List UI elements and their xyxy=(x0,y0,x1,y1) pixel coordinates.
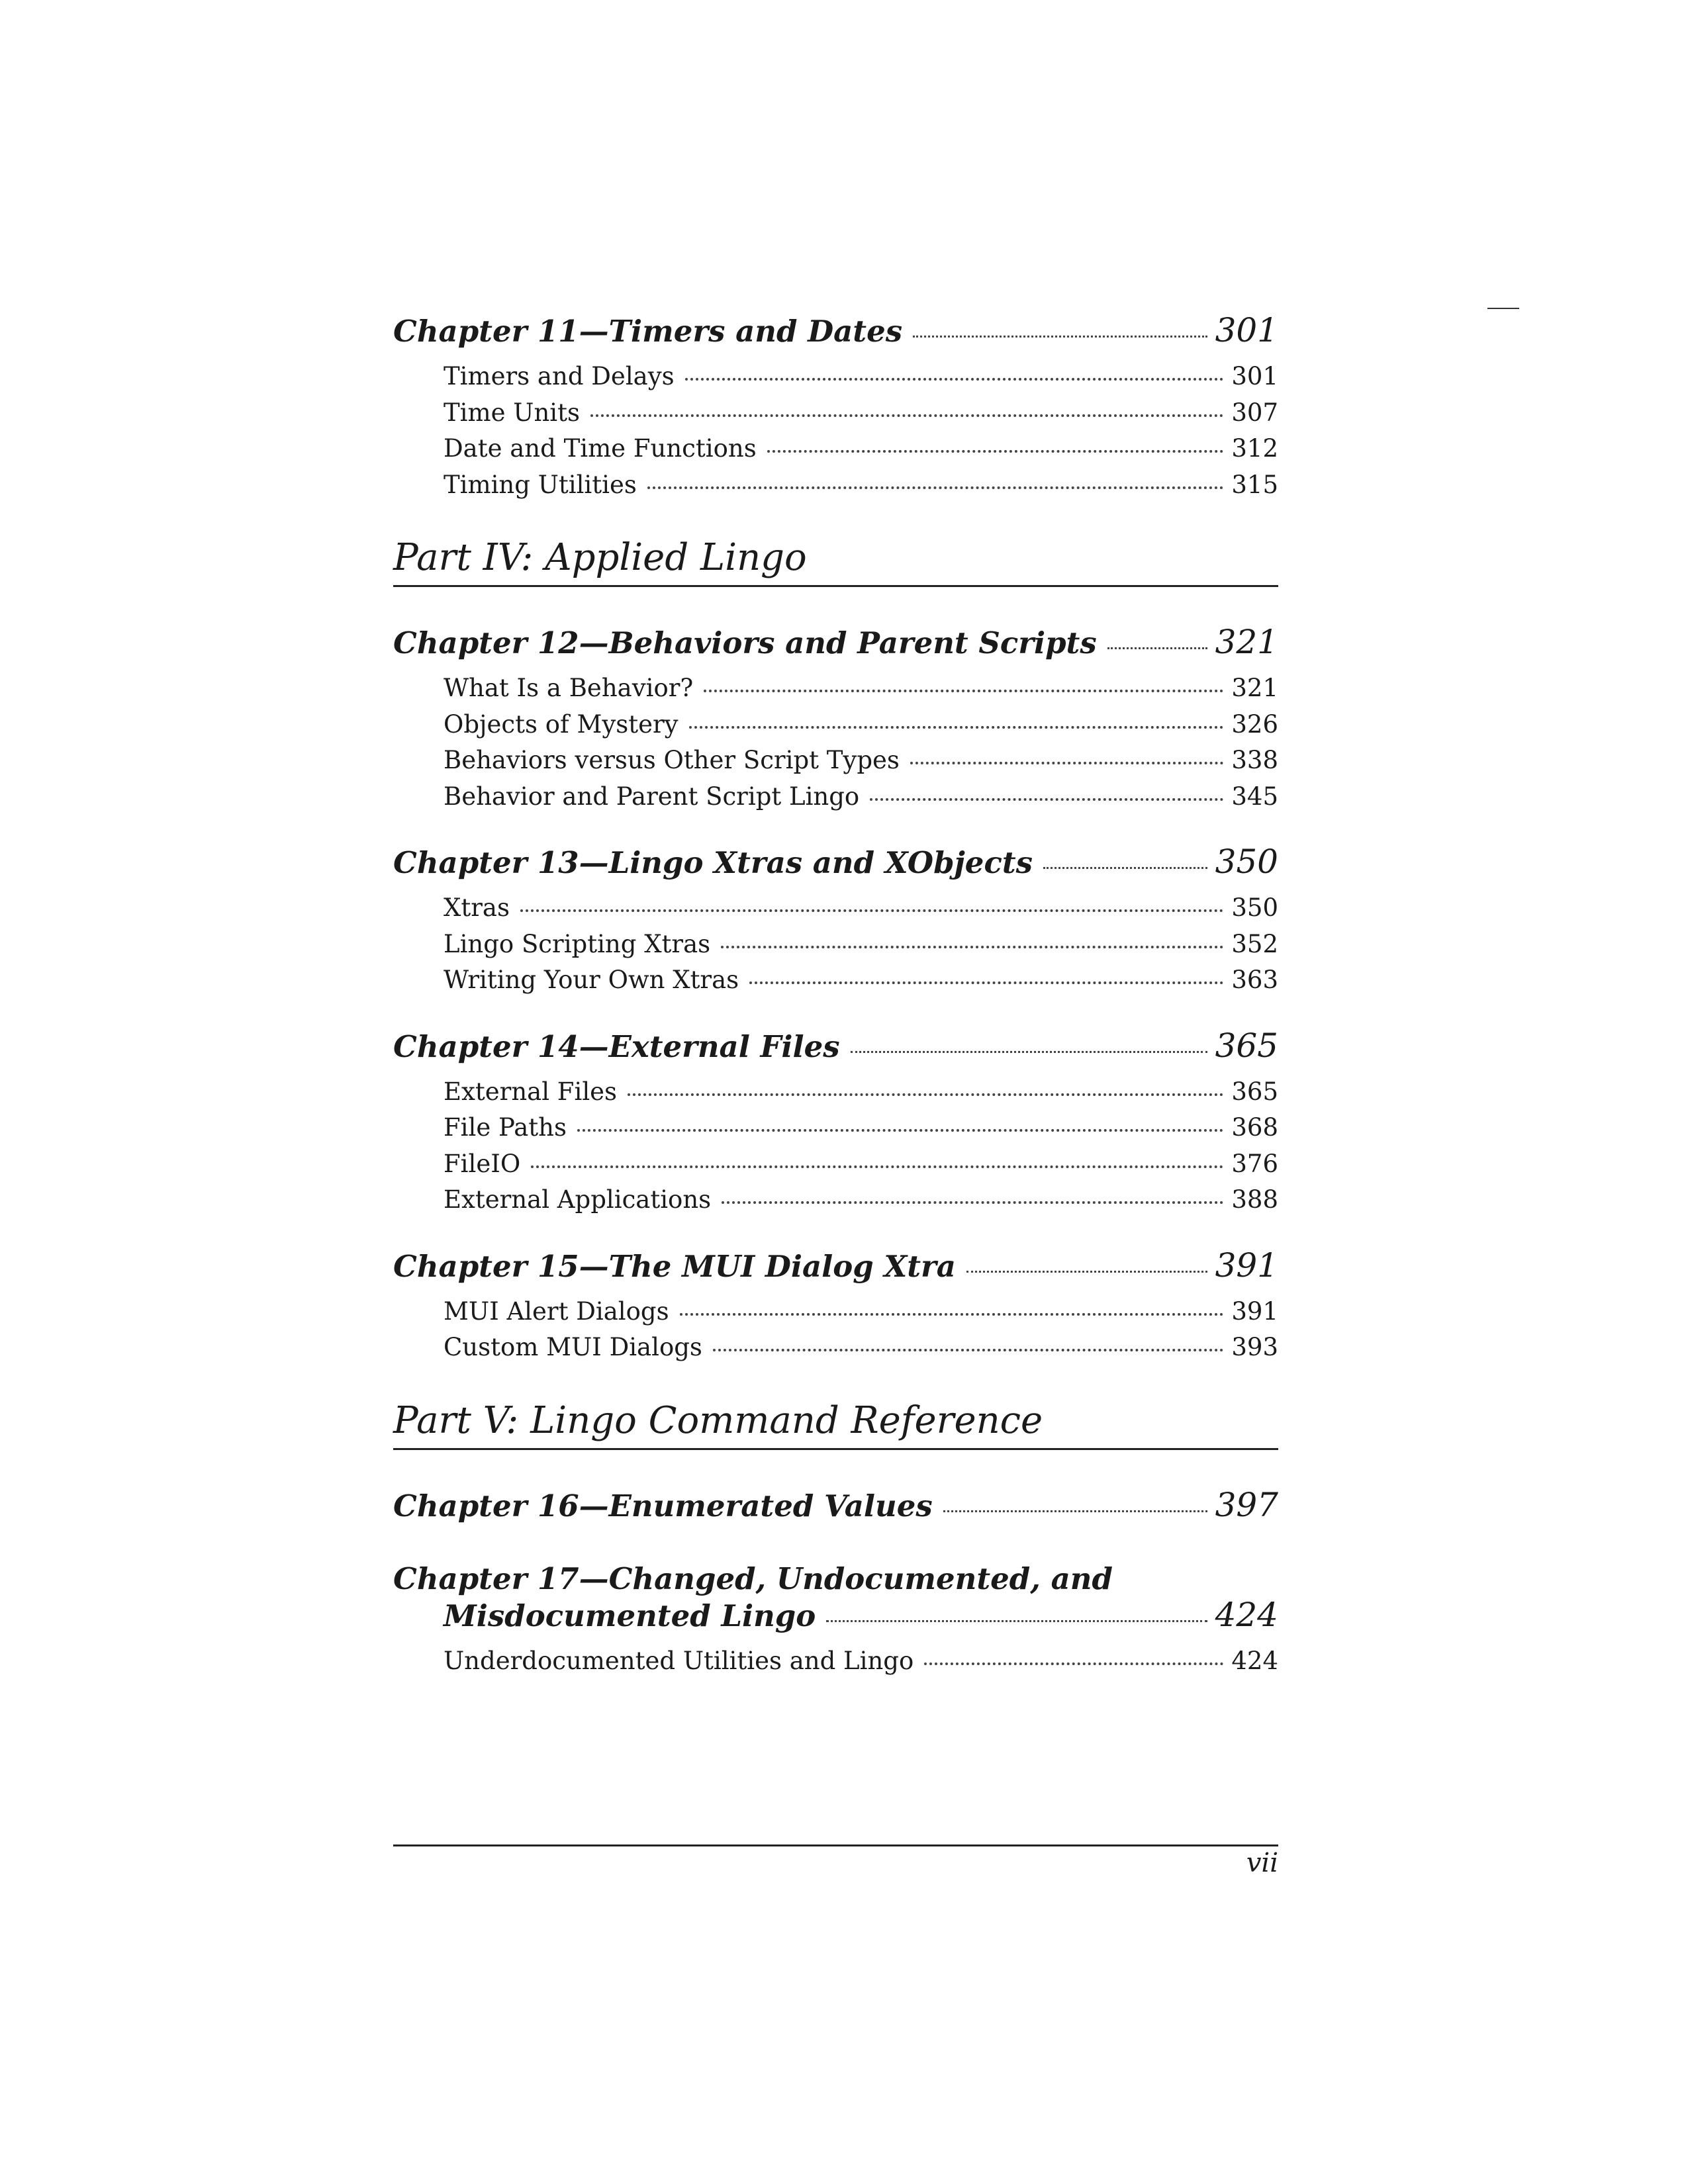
entry-page-number: 391 xyxy=(1231,1297,1278,1326)
dot-leader xyxy=(1043,867,1207,869)
chapter-page-number: 391 xyxy=(1215,1246,1278,1285)
part-heading[interactable]: Part IV: Applied Lingo xyxy=(393,535,1278,587)
dot-leader xyxy=(590,414,1223,417)
dot-leader xyxy=(749,981,1223,984)
toc-chapter-heading[interactable] xyxy=(393,1028,1278,1065)
chapter-page-number: 301 xyxy=(1215,311,1278,349)
toc-entry[interactable] xyxy=(444,395,1278,432)
footer-rule xyxy=(393,1844,1278,1846)
dot-leader xyxy=(943,1510,1207,1512)
toc-entry[interactable] xyxy=(444,1294,1278,1330)
toc-entry[interactable] xyxy=(444,467,1278,504)
entry-page-number: 321 xyxy=(1231,674,1278,702)
chapter-page-number: 365 xyxy=(1215,1026,1278,1065)
dot-leader xyxy=(520,909,1223,912)
chapter-14-block xyxy=(393,1028,1278,1218)
entry-page-number: 393 xyxy=(1231,1333,1278,1361)
dot-leader xyxy=(689,726,1224,729)
dot-leader xyxy=(722,1201,1223,1204)
entry-title: Writing Your Own Xtras xyxy=(444,966,739,994)
entry-page-number: 345 xyxy=(1231,782,1278,811)
entry-page-number: 350 xyxy=(1231,893,1278,922)
entry-title: Timing Utilities xyxy=(444,470,637,499)
dot-leader xyxy=(577,1129,1223,1132)
chapter-title: Chapter 12—Behaviors and Parent Scripts xyxy=(393,625,1097,660)
chapter-15-block xyxy=(393,1248,1278,1366)
chapter-page-number: 321 xyxy=(1215,623,1278,661)
entry-page-number: 326 xyxy=(1231,709,1278,739)
entry-title: Time Units xyxy=(444,398,580,427)
dot-leader xyxy=(685,378,1224,381)
dot-leader xyxy=(1107,647,1207,649)
entry-title: Xtras xyxy=(444,893,510,922)
entry-title: Underdocumented Utilities and Lingo xyxy=(444,1646,914,1675)
entry-page-number: 352 xyxy=(1231,929,1278,958)
toc-entry[interactable] xyxy=(444,927,1278,963)
toc-entry[interactable] xyxy=(444,1330,1278,1366)
toc-chapter-heading[interactable] xyxy=(393,312,1278,349)
toc-chapter-heading[interactable] xyxy=(393,624,1278,661)
toc-entry[interactable] xyxy=(444,779,1278,815)
corner-crop-mark xyxy=(1487,308,1519,309)
table-of-contents xyxy=(393,312,1278,1679)
chapter-12-block xyxy=(393,624,1278,815)
toc-entry[interactable] xyxy=(444,359,1278,395)
entry-title: FileIO xyxy=(444,1149,521,1178)
entry-title: Behaviors versus Other Script Types xyxy=(444,746,900,774)
entry-page-number: 338 xyxy=(1231,746,1278,774)
chapter-title: Chapter 13—Lingo Xtras and XObjects xyxy=(393,845,1033,880)
toc-entry[interactable] xyxy=(444,1110,1278,1146)
toc-entry[interactable] xyxy=(444,1074,1278,1111)
chapter-17-block xyxy=(393,1561,1278,1680)
chapter-page-number: 424 xyxy=(1215,1595,1278,1634)
entry-title: Timers and Delays xyxy=(444,362,675,390)
dot-leader xyxy=(721,946,1223,948)
dot-leader xyxy=(966,1271,1207,1273)
dot-leader xyxy=(767,450,1224,453)
toc-entry[interactable] xyxy=(444,1146,1278,1183)
dot-leader xyxy=(910,762,1223,764)
chapter-13-block xyxy=(393,844,1278,999)
part-heading[interactable]: Part V: Lingo Command Reference xyxy=(393,1398,1278,1450)
chapter-page-number: 397 xyxy=(1215,1485,1278,1524)
toc-entry[interactable] xyxy=(444,1643,1278,1680)
toc-entry[interactable] xyxy=(444,431,1278,467)
entry-title: External Files xyxy=(444,1077,618,1106)
toc-entry[interactable] xyxy=(444,1182,1278,1218)
toc-chapter-heading[interactable] xyxy=(393,844,1278,881)
dot-leader xyxy=(647,486,1224,489)
chapter-title: Chapter 14—External Files xyxy=(393,1028,840,1064)
entry-page-number: 307 xyxy=(1231,398,1278,427)
folio-page-number: vii xyxy=(1246,1848,1278,1878)
chapter-title-line-2: Misdocumented Lingo xyxy=(444,1598,816,1633)
entry-page-number: 315 xyxy=(1231,470,1278,499)
entry-title: MUI Alert Dialogs xyxy=(444,1297,669,1326)
entry-title: Objects of Mystery xyxy=(444,709,679,739)
entry-page-number: 363 xyxy=(1231,966,1278,994)
dot-leader xyxy=(680,1313,1224,1316)
entry-page-number: 301 xyxy=(1231,362,1278,390)
entry-title: What Is a Behavior? xyxy=(444,674,694,702)
entry-title: Custom MUI Dialogs xyxy=(444,1333,702,1361)
entry-page-number: 312 xyxy=(1231,434,1278,463)
toc-entry[interactable] xyxy=(444,962,1278,999)
entry-title: Lingo Scripting Xtras xyxy=(444,929,711,958)
dot-leader xyxy=(713,1349,1223,1351)
entry-page-number: 388 xyxy=(1231,1185,1278,1214)
dot-leader xyxy=(913,336,1207,338)
dot-leader xyxy=(531,1165,1223,1168)
dot-leader xyxy=(851,1051,1207,1053)
entry-page-number: 365 xyxy=(1231,1077,1278,1106)
toc-chapter-heading[interactable] xyxy=(444,1597,1278,1634)
dot-leader xyxy=(704,690,1223,692)
dot-leader xyxy=(924,1662,1223,1665)
toc-entry[interactable] xyxy=(444,670,1278,707)
entry-title: File Paths xyxy=(444,1113,567,1142)
entry-page-number: 424 xyxy=(1231,1646,1278,1675)
chapter-16-block xyxy=(393,1487,1278,1524)
chapter-title: Chapter 15—The MUI Dialog Xtra xyxy=(393,1248,956,1284)
chapter-page-number: 350 xyxy=(1215,842,1278,881)
toc-chapter-heading[interactable] xyxy=(393,1487,1278,1524)
toc-entry[interactable] xyxy=(444,890,1278,927)
dot-leader xyxy=(826,1620,1207,1622)
entry-title: Date and Time Functions xyxy=(444,434,757,463)
dot-leader xyxy=(628,1093,1223,1096)
dot-leader xyxy=(870,798,1223,801)
entry-title: External Applications xyxy=(444,1185,712,1214)
toc-chapter-heading[interactable] xyxy=(393,1248,1278,1285)
entry-page-number: 368 xyxy=(1231,1113,1278,1142)
entry-title: Behavior and Parent Script Lingo xyxy=(444,782,860,811)
chapter-title-line-1[interactable]: Chapter 17—Changed, Undocumented, and xyxy=(393,1561,1113,1596)
toc-entry[interactable] xyxy=(444,707,1278,743)
entry-page-number: 376 xyxy=(1231,1149,1278,1178)
chapter-title: Chapter 16—Enumerated Values xyxy=(393,1488,933,1524)
chapter-11-block xyxy=(393,312,1278,503)
chapter-title: Chapter 11—Timers and Dates xyxy=(393,314,903,349)
toc-entry[interactable] xyxy=(444,743,1278,779)
